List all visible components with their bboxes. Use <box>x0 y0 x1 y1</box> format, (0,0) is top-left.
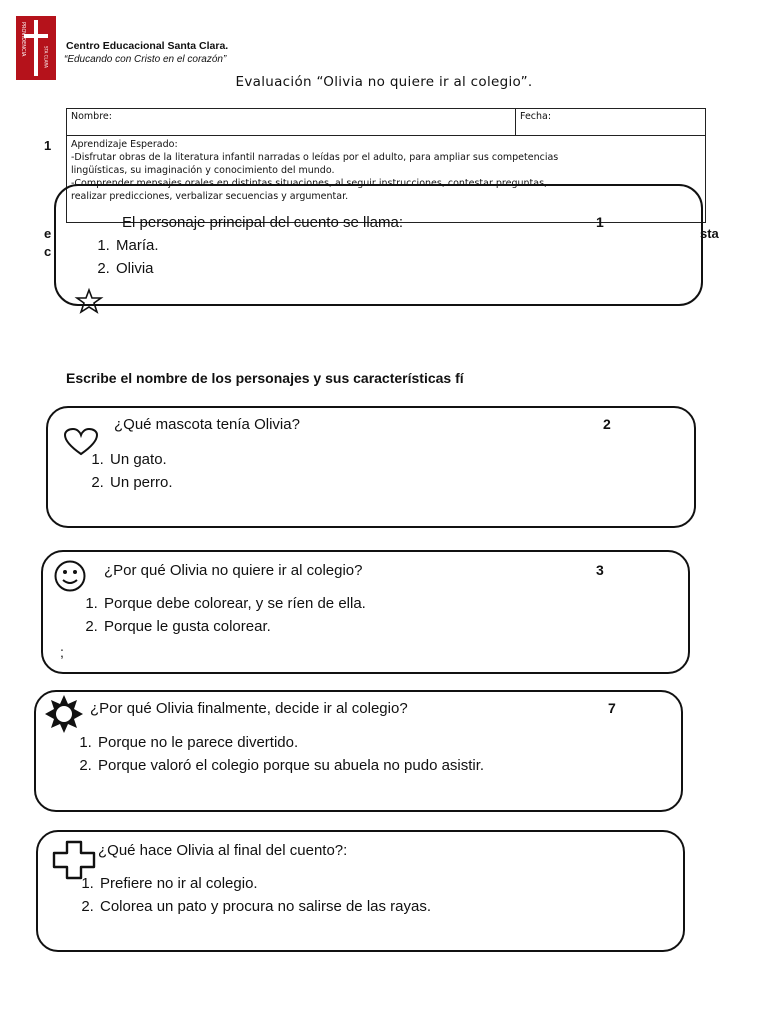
side-number: 1 <box>44 138 52 153</box>
question-text: ¿Qué mascota tenía Olivia? <box>114 416 300 433</box>
school-motto: “Educando con Cristo en el corazón” <box>64 54 227 65</box>
answer-options <box>74 731 484 777</box>
star-icon <box>76 289 102 313</box>
answer-options <box>76 872 431 918</box>
name-field[interactable] <box>67 109 516 136</box>
objective-line: -Disfrutar obras de la literatura infantil narradas o leídas por el adulto, para ampliar sus competencias <box>71 152 559 163</box>
objective-line: Aprendizaje Esperado: <box>71 139 178 150</box>
answer-option[interactable]: 1. María. <box>114 234 159 257</box>
answer-option[interactable]: 2. Porque le gusta colorear. <box>102 615 366 638</box>
answer-option[interactable]: 1. Prefiere no ir al colegio. <box>98 872 431 895</box>
smiley-icon <box>54 560 86 592</box>
school-logo <box>16 16 56 80</box>
answer-options <box>92 234 159 280</box>
objective-line: -Comprender mensajes orales en distintas situaciones, al seguir instrucciones, contestar preguntas, <box>71 178 548 189</box>
stray-mark: ; <box>60 644 64 660</box>
answer-options <box>86 448 173 494</box>
answer-option[interactable]: 2. Un perro. <box>108 471 173 494</box>
question-number: 1 <box>596 214 604 230</box>
answer-option[interactable]: 1. Porque debe colorear, y se ríen de ella. <box>102 592 366 615</box>
answer-option[interactable]: 1. Un gato. <box>108 448 173 471</box>
section-heading: Escribe el nombre de los personajes y sus características fí <box>66 370 464 386</box>
answer-options <box>80 592 366 638</box>
cut-off-text-e: e <box>44 226 52 241</box>
svg-text:PROVIDENCIA: PROVIDENCIA <box>20 22 26 57</box>
svg-text:STA CLARA: STA CLARA <box>43 46 49 68</box>
question-text: ¿Por qué Olivia finalmente, decide ir al colegio? <box>90 700 408 717</box>
answer-option[interactable]: 2. Porque valoró el colegio porque su abuela no pudo asistir. <box>96 754 484 777</box>
question-text: ¿Por qué Olivia no quiere ir al colegio? <box>104 562 363 579</box>
cut-off-text-c: c <box>44 244 52 259</box>
date-label: Fecha: <box>520 111 552 122</box>
cut-off-text-sta: sta <box>700 226 719 241</box>
page-title: Evaluación “Olivia no quiere ir al colegio”. <box>235 74 533 90</box>
answer-option[interactable]: 2. Olivia <box>114 257 159 280</box>
question-number: 2 <box>603 416 611 432</box>
date-field[interactable] <box>516 109 706 136</box>
name-label: Nombre: <box>71 111 112 122</box>
question-text: ¿Qué hace Olivia al final del cuento?: <box>98 842 348 859</box>
school-name: Centro Educacional Santa Clara. <box>66 40 229 52</box>
answer-option[interactable]: 1. Porque no le parece divertido. <box>96 731 484 754</box>
objective-line: realizar predicciones, verbalizar secuencias y argumentar. <box>71 191 349 202</box>
sun-icon <box>44 694 84 734</box>
answer-option[interactable]: 2. Colorea un pato y procura no salirse de las rayas. <box>98 895 431 918</box>
question-number: 3 <box>596 562 604 578</box>
objective-line: lingüísticas, su imaginación y conocimiento del mundo. <box>71 165 335 176</box>
question-number: 7 <box>608 700 616 716</box>
question-text: El personaje principal del cuento se llama: <box>122 214 403 231</box>
